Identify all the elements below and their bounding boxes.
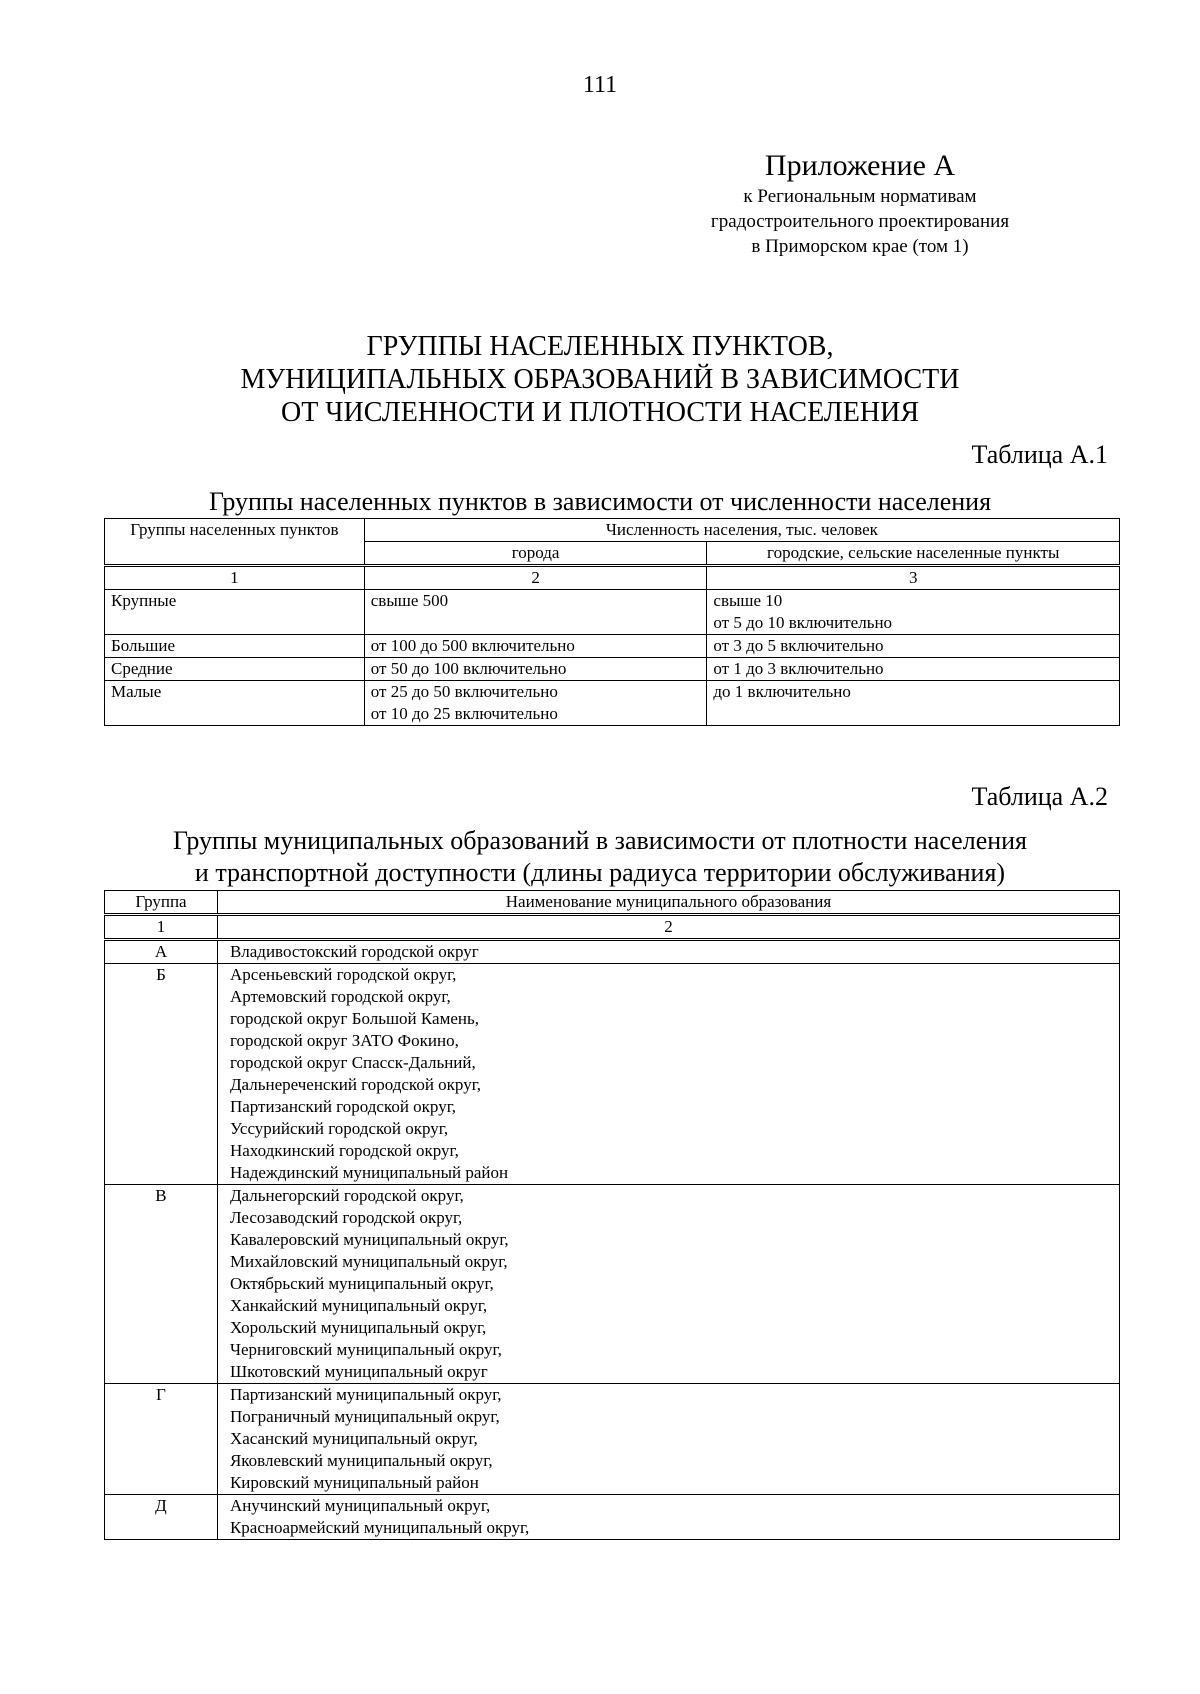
appendix-title: Приложение А xyxy=(764,149,956,182)
municipality-list: Дальнегорский городской округ, Лесозаводский городской округ, Кавалеровский муниципальный округ, Михайловский муниципальный округ, Октябрьский муниципальный округ, Ханкайский муниципальный округ, Хорольский муниципальный округ, Черниговский муниципальный округ, Шкотовский муниципальный округ xyxy=(217,1185,1119,1384)
table1-header-population: Численность населения, тыс. человек xyxy=(364,519,1119,542)
group-letter: А xyxy=(105,940,218,964)
appendix-line: градостроительного проектирования xyxy=(710,211,1010,232)
city-range: от 25 до 50 включительно от 10 до 25 включительно xyxy=(364,681,707,726)
group-letter: Г xyxy=(105,1384,218,1495)
caption-line: Группы муниципальных образований в зависимости от плотности населения xyxy=(172,826,1028,855)
group-name: Крупные xyxy=(105,590,365,635)
group-letter: В xyxy=(105,1185,218,1384)
table1-col-number: 3 xyxy=(707,566,1120,590)
settlement-range: от 1 до 3 включительно xyxy=(707,658,1120,681)
table1-col-number: 1 xyxy=(105,566,365,590)
appendix-block xyxy=(630,148,1090,259)
table2-col-number: 1 xyxy=(105,915,218,940)
title-line: ГРУППЫ НАСЕЛЕННЫХ ПУНКТОВ, xyxy=(366,331,834,362)
table-row xyxy=(105,1185,1120,1384)
table-row xyxy=(105,964,1120,1185)
table2-caption xyxy=(0,825,1200,889)
table-row xyxy=(105,1384,1120,1495)
table-row xyxy=(105,658,1120,681)
table2-col-number: 2 xyxy=(217,915,1119,940)
municipality-list: Арсеньевский городской округ, Артемовский городской округ, городской округ Большой Камень, городской округ ЗАТО Фокино, городской округ Спасск-Дальний, Дальнереченский городской округ, Партизанский городской округ, Уссурийский городской округ, Находкинский городской округ, Надеждинский муниципальный район xyxy=(217,964,1119,1185)
group-name: Средние xyxy=(105,658,365,681)
table1-label: Таблица А.1 xyxy=(971,440,1108,469)
title-line: ОТ ЧИСЛЕННОСТИ И ПЛОТНОСТИ НАСЕЛЕНИЯ xyxy=(280,397,920,428)
table-row xyxy=(105,1495,1120,1540)
table-row xyxy=(105,635,1120,658)
caption-line: и транспортной доступности (длины радиуса территории обслуживания) xyxy=(194,858,1006,887)
table-row xyxy=(105,940,1120,964)
table-row xyxy=(105,681,1120,726)
table2-label: Таблица А.2 xyxy=(971,782,1108,811)
table1 xyxy=(104,518,1120,726)
page-number: 111 xyxy=(582,72,618,98)
city-range: свыше 500 xyxy=(364,590,707,635)
table2-header-name: Наименование муниципального образования xyxy=(217,891,1119,915)
municipality-list: Владивостокский городской округ xyxy=(217,940,1119,964)
settlement-range: до 1 включительно xyxy=(707,681,1120,726)
group-letter: Б xyxy=(105,964,218,1185)
municipality-list: Партизанский муниципальный округ, Пограничный муниципальный округ, Хасанский муниципальный округ, Яковлевский муниципальный округ, Кировский муниципальный район xyxy=(217,1384,1119,1495)
group-name: Малые xyxy=(105,681,365,726)
table2 xyxy=(104,890,1120,1540)
group-name: Большие xyxy=(105,635,365,658)
table1-caption: Группы населенных пунктов в зависимости от численности населения xyxy=(208,487,992,516)
municipality-list: Анучинский муниципальный округ, Красноармейский муниципальный округ, xyxy=(217,1495,1119,1540)
group-letter: Д xyxy=(105,1495,218,1540)
appendix-line: в Приморском крае (том 1) xyxy=(751,236,969,257)
table1-header-groups: Группы населенных пунктов xyxy=(105,519,365,566)
city-range: от 50 до 100 включительно xyxy=(364,658,707,681)
title-line: МУНИЦИПАЛЬНЫХ ОБРАЗОВАНИЙ В ЗАВИСИМОСТИ xyxy=(240,364,960,395)
appendix-line: к Региональным нормативам xyxy=(743,186,977,207)
table1-col-number: 2 xyxy=(364,566,707,590)
settlement-range: свыше 10 от 5 до 10 включительно xyxy=(707,590,1120,635)
table2-header-group: Группа xyxy=(105,891,218,915)
document-title xyxy=(0,330,1200,429)
table1-header-cities: города xyxy=(364,542,707,566)
settlement-range: от 3 до 5 включительно xyxy=(707,635,1120,658)
table1-header-settlements: городские, сельские населенные пункты xyxy=(707,542,1120,566)
city-range: от 100 до 500 включительно xyxy=(364,635,707,658)
table-row xyxy=(105,590,1120,635)
